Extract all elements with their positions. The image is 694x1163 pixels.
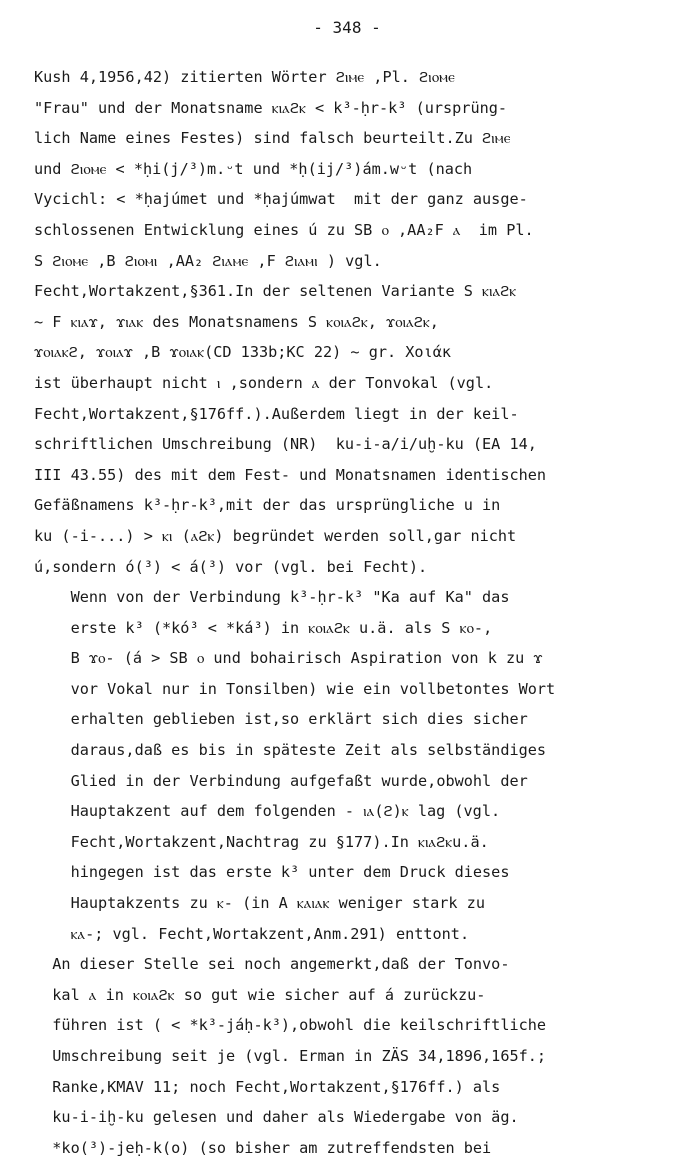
text-line: Wenn von der Verbindung k³-ḥr-k³ "Ka auf Ka" das — [34, 588, 510, 607]
text-line: Hauptakzent auf dem folgenden - ⲓⲁ(ϩ)ⲕ lag (vgl. — [34, 802, 501, 821]
text-line: daraus,daß es bis in späteste Zeit als selbständiges — [34, 741, 547, 760]
text-line: hingegen ist das erste k³ unter dem Druck dieses — [34, 863, 510, 882]
text-line: Hauptakzents zu ⲕ- (in A ⲕⲁⲓⲁⲕ weniger stark zu — [34, 894, 485, 913]
text-line: S ϩⲓⲟⲙⲉ ,B ϩⲓⲟⲙⲓ ,AA₂ ϩⲓⲁⲙⲉ ,F ϩⲓⲁⲙⲓ ) vgl. — [34, 251, 382, 270]
text-line: schlossenen Entwicklung eines ú zu SB ⲟ ,AA₂F ⲁ im Pl. — [34, 220, 534, 239]
text-line: schriftlichen Umschreibung (NR) ku-i-a/i/uḫ-ku (EA 14, — [34, 435, 537, 454]
text-line: III 43.55) des mit dem Fest- und Monatsnamen identischen — [34, 465, 547, 484]
page-number: - 348 - — [313, 18, 381, 37]
text-line: "Frau" und der Monatsname ⲕⲓⲁϩⲕ < k³-ḥr-k³ (ursprüng- — [34, 98, 508, 117]
text-line: erhalten geblieben ist,so erklärt sich dies sicher — [34, 710, 528, 729]
text-line: Glied in der Verbindung aufgefaßt wurde,obwohl der — [34, 771, 528, 790]
text-line: Vycichl: < *ḥajúmet und *ḥajúmwat mit der ganz ausge- — [34, 190, 528, 209]
text-line: Fecht,Wortakzent,Nachtrag zu §177).In ⲕⲓⲁϩⲕu.ä. — [34, 832, 489, 851]
body-text — [34, 62, 674, 1163]
text-line: ku (-i-...) > ⲕⲓ (ⲁϩⲕ) begründet werden soll,gar nicht — [34, 526, 517, 545]
text-line: führen ist ( < *k³-jáḥ-k³),obwohl die keilschriftliche — [34, 1016, 547, 1035]
text-line: erste k³ (*kó³ < *ká³) in ⲕⲟⲓⲁϩⲕ u.ä. als S ⲕⲟ-, — [34, 618, 493, 637]
text-line: Ranke,KMAV 11; noch Fecht,Wortakzent,§176ff.) als — [34, 1077, 501, 1096]
text-line: Fecht,Wortakzent,§361.In der seltenen Variante S ⲕⲓⲁϩⲕ — [34, 282, 517, 301]
text-line: vor Vokal nur in Tonsilben) wie ein vollbetontes Wort — [34, 679, 556, 698]
text-line: lich Name eines Festes) sind falsch beurteilt.Zu ϩⲓⲙⲉ — [34, 129, 511, 148]
text-line: ist überhaupt nicht ⲓ ,sondern ⲁ der Tonvokal (vgl. — [34, 373, 494, 392]
text-line: *ko(³)-jeḥ-k(o) (so bisher am zutreffendsten bei — [34, 1138, 492, 1157]
text-line: Gefäßnamens k³-ḥr-k³,mit der das ursprüngliche u in — [34, 496, 501, 515]
text-line: ku-i-iḫ-ku gelesen und daher als Wiedergabe von äg. — [34, 1108, 519, 1127]
text-line: ~ F ⲕⲓⲁϫ, ϫⲓⲁⲕ des Monatsnamens S ⲕⲟⲓⲁϩⲕ, ϫⲟⲓⲁϩⲕ, — [34, 312, 439, 331]
text-line: An dieser Stelle sei noch angemerkt,daß der Tonvo- — [34, 955, 510, 974]
text-line: Kush 4,1956,42) zitierten Wörter ϩⲓⲙⲉ ,Pl. ϩⲓⲟⲙⲉ — [34, 68, 455, 86]
text-line: ú,sondern ó(³) < á(³) vor (vgl. bei Fecht). — [34, 557, 428, 576]
text-line: und ϩⲓⲟⲙⲉ < *ḥi(j/³)m.ᵕt und *ḥ(ij/³)ám.wᵕt (nach — [34, 159, 473, 178]
text-line: B ϫⲟ- (á > SB ⲟ und bohairisch Aspiration von k zu ϫ — [34, 649, 543, 668]
text-line: kal ⲁ in ⲕⲟⲓⲁϩⲕ so gut wie sicher auf á zurückzu- — [34, 985, 486, 1004]
text-line: Fecht,Wortakzent,§176ff.).Außerdem liegt in der keil- — [34, 404, 519, 423]
text-line: Umschreibung seit je (vgl. Erman in ZÄS 34,1896,165f.; — [34, 1047, 547, 1065]
text-line: ⲕⲁ-; vgl. Fecht,Wortakzent,Anm.291) enttont. — [34, 924, 470, 943]
text-line: ϫⲟⲓⲁⲕϩ, ϫⲟⲓⲁϫ ,B ϫⲟⲓⲁⲕ(CD 133b;KC 22) ~ gr. Χοιάκ — [34, 343, 451, 362]
